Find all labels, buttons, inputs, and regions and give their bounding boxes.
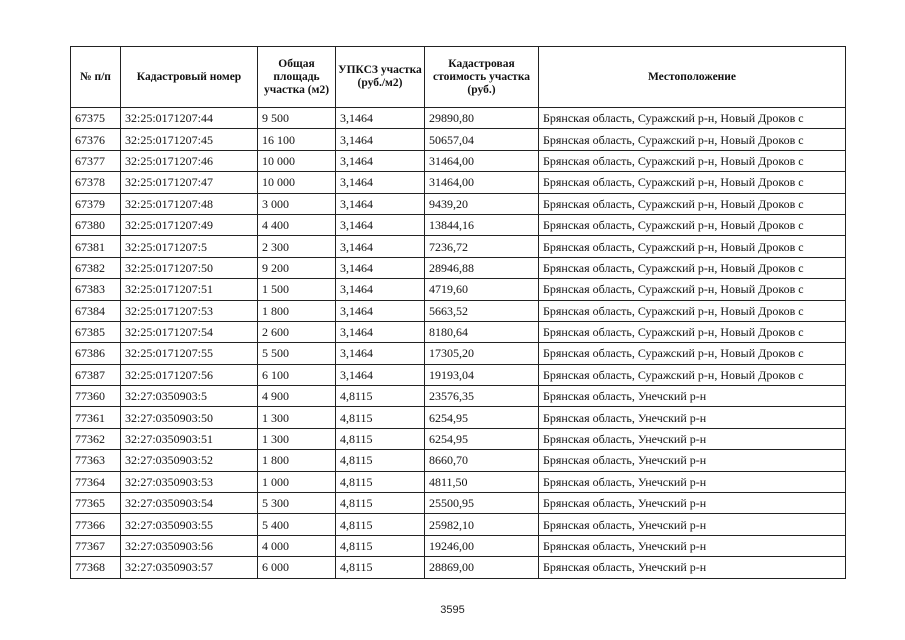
cell-upksz: 3,1464	[336, 150, 425, 171]
cell-location: Брянская область, Суражский р-н, Новый Дроков с	[539, 321, 846, 342]
cell-row-number: 77366	[71, 514, 121, 535]
cell-cadastral-number: 32:25:0171207:44	[121, 108, 258, 129]
cell-cadastral-number: 32:25:0171207:5	[121, 236, 258, 257]
cell-location: Брянская область, Суражский р-н, Новый Дроков с	[539, 150, 846, 171]
cell-upksz: 3,1464	[336, 321, 425, 342]
cell-upksz: 4,8115	[336, 514, 425, 535]
cell-location: Брянская область, Суражский р-н, Новый Дроков с	[539, 343, 846, 364]
cell-location: Брянская область, Суражский р-н, Новый Дроков с	[539, 108, 846, 129]
cell-upksz: 3,1464	[336, 257, 425, 278]
cell-upksz: 4,8115	[336, 493, 425, 514]
cell-location: Брянская область, Унечский р-н	[539, 386, 846, 407]
table-row	[71, 321, 846, 342]
cell-cadastral-number: 32:25:0171207:48	[121, 193, 258, 214]
cell-row-number: 67378	[71, 172, 121, 193]
cell-cadastral-value: 8180,64	[425, 321, 539, 342]
cell-cadastral-number: 32:27:0350903:55	[121, 514, 258, 535]
cell-area: 4 900	[258, 386, 336, 407]
cell-area: 9 500	[258, 108, 336, 129]
cell-cadastral-value: 13844,16	[425, 214, 539, 235]
cell-location: Брянская область, Унечский р-н	[539, 428, 846, 449]
cell-area: 4 400	[258, 214, 336, 235]
table-row	[71, 257, 846, 278]
cell-row-number: 67383	[71, 279, 121, 300]
cell-location: Брянская область, Суражский р-н, Новый Дроков с	[539, 279, 846, 300]
cell-cadastral-value: 25982,10	[425, 514, 539, 535]
page-number: 3595	[440, 604, 465, 616]
table-row	[71, 193, 846, 214]
cell-cadastral-number: 32:25:0171207:56	[121, 364, 258, 385]
cell-upksz: 4,8115	[336, 428, 425, 449]
cell-row-number: 67382	[71, 257, 121, 278]
table-header-row	[71, 47, 846, 108]
cell-area: 6 000	[258, 557, 336, 578]
cell-cadastral-value: 6254,95	[425, 428, 539, 449]
table-row	[71, 428, 846, 449]
cell-row-number: 67380	[71, 214, 121, 235]
table-row	[71, 557, 846, 578]
table-row	[71, 364, 846, 385]
cell-cadastral-value: 28869,00	[425, 557, 539, 578]
cell-location: Брянская область, Унечский р-н	[539, 450, 846, 471]
table-row	[71, 471, 846, 492]
cell-upksz: 4,8115	[336, 535, 425, 556]
cell-area: 5 400	[258, 514, 336, 535]
cell-cadastral-number: 32:25:0171207:53	[121, 300, 258, 321]
cell-location: Брянская область, Унечский р-н	[539, 471, 846, 492]
cell-upksz: 3,1464	[336, 108, 425, 129]
cell-upksz: 3,1464	[336, 236, 425, 257]
cell-location: Брянская область, Унечский р-н	[539, 514, 846, 535]
cell-location: Брянская область, Суражский р-н, Новый Дроков с	[539, 193, 846, 214]
cell-cadastral-value: 8660,70	[425, 450, 539, 471]
cell-area: 2 600	[258, 321, 336, 342]
cell-cadastral-number: 32:25:0171207:51	[121, 279, 258, 300]
cell-cadastral-value: 9439,20	[425, 193, 539, 214]
table-row	[71, 129, 846, 150]
cell-row-number: 67384	[71, 300, 121, 321]
cell-cadastral-number: 32:25:0171207:46	[121, 150, 258, 171]
table-row	[71, 343, 846, 364]
cell-upksz: 3,1464	[336, 129, 425, 150]
header-area: Общая площадь участка (м2)	[258, 47, 336, 108]
cell-area: 1 300	[258, 407, 336, 428]
cell-cadastral-value: 5663,52	[425, 300, 539, 321]
cell-area: 1 800	[258, 450, 336, 471]
cell-upksz: 3,1464	[336, 279, 425, 300]
table-row	[71, 450, 846, 471]
cell-cadastral-value: 31464,00	[425, 150, 539, 171]
header-location: Местоположение	[539, 47, 846, 108]
cell-area: 1 800	[258, 300, 336, 321]
cell-cadastral-number: 32:25:0171207:49	[121, 214, 258, 235]
cell-cadastral-value: 7236,72	[425, 236, 539, 257]
cell-row-number: 77363	[71, 450, 121, 471]
cell-location: Брянская область, Суражский р-н, Новый Дроков с	[539, 172, 846, 193]
cell-cadastral-value: 6254,95	[425, 407, 539, 428]
cell-row-number: 77361	[71, 407, 121, 428]
cell-upksz: 4,8115	[336, 450, 425, 471]
cell-location: Брянская область, Суражский р-н, Новый Дроков с	[539, 236, 846, 257]
cell-location: Брянская область, Суражский р-н, Новый Дроков с	[539, 257, 846, 278]
cell-row-number: 67385	[71, 321, 121, 342]
cell-cadastral-number: 32:25:0171207:55	[121, 343, 258, 364]
cell-area: 3 000	[258, 193, 336, 214]
cell-upksz: 3,1464	[336, 343, 425, 364]
cell-area: 4 000	[258, 535, 336, 556]
cell-row-number: 77367	[71, 535, 121, 556]
cell-row-number: 77362	[71, 428, 121, 449]
header-number: № п/п	[71, 47, 121, 108]
cell-area: 10 000	[258, 172, 336, 193]
cell-cadastral-value: 31464,00	[425, 172, 539, 193]
cell-location: Брянская область, Унечский р-н	[539, 535, 846, 556]
cell-cadastral-number: 32:27:0350903:56	[121, 535, 258, 556]
cell-upksz: 4,8115	[336, 471, 425, 492]
cell-upksz: 4,8115	[336, 557, 425, 578]
cell-cadastral-value: 19246,00	[425, 535, 539, 556]
cell-cadastral-number: 32:25:0171207:54	[121, 321, 258, 342]
header-cadastral-value: Кадастровая стоимость участка (руб.)	[425, 47, 539, 108]
cell-cadastral-number: 32:27:0350903:52	[121, 450, 258, 471]
cell-row-number: 67375	[71, 108, 121, 129]
cell-area: 1 000	[258, 471, 336, 492]
cell-area: 2 300	[258, 236, 336, 257]
table-row	[71, 108, 846, 129]
cell-area: 5 500	[258, 343, 336, 364]
header-cadastral-number: Кадастровый номер	[121, 47, 258, 108]
cell-area: 1 500	[258, 279, 336, 300]
cell-row-number: 67377	[71, 150, 121, 171]
cell-cadastral-value: 29890,80	[425, 108, 539, 129]
cell-area: 16 100	[258, 129, 336, 150]
cell-upksz: 3,1464	[336, 300, 425, 321]
cell-cadastral-value: 25500,95	[425, 493, 539, 514]
cell-upksz: 4,8115	[336, 407, 425, 428]
cell-cadastral-number: 32:27:0350903:51	[121, 428, 258, 449]
cell-cadastral-number: 32:27:0350903:54	[121, 493, 258, 514]
cell-area: 9 200	[258, 257, 336, 278]
cell-area: 5 300	[258, 493, 336, 514]
table-row	[71, 300, 846, 321]
cell-location: Брянская область, Унечский р-н	[539, 493, 846, 514]
cadastral-table	[70, 46, 846, 579]
cell-cadastral-number: 32:27:0350903:5	[121, 386, 258, 407]
cell-upksz: 3,1464	[336, 172, 425, 193]
table-row	[71, 172, 846, 193]
cell-location: Брянская область, Унечский р-н	[539, 407, 846, 428]
header-upksz: УПКСЗ участка (руб./м2)	[336, 47, 425, 108]
cell-cadastral-number: 32:25:0171207:50	[121, 257, 258, 278]
cell-location: Брянская область, Унечский р-н	[539, 557, 846, 578]
cell-location: Брянская область, Суражский р-н, Новый Дроков с	[539, 129, 846, 150]
cell-row-number: 77368	[71, 557, 121, 578]
cell-row-number: 77365	[71, 493, 121, 514]
cell-row-number: 77360	[71, 386, 121, 407]
cell-upksz: 3,1464	[336, 364, 425, 385]
cell-cadastral-value: 28946,88	[425, 257, 539, 278]
cell-row-number: 67386	[71, 343, 121, 364]
cell-cadastral-number: 32:25:0171207:47	[121, 172, 258, 193]
cell-cadastral-number: 32:27:0350903:50	[121, 407, 258, 428]
cell-row-number: 67376	[71, 129, 121, 150]
table-row	[71, 386, 846, 407]
cell-area: 1 300	[258, 428, 336, 449]
cell-cadastral-number: 32:27:0350903:53	[121, 471, 258, 492]
cell-upksz: 3,1464	[336, 193, 425, 214]
table-row	[71, 236, 846, 257]
cell-cadastral-number: 32:25:0171207:45	[121, 129, 258, 150]
cell-cadastral-value: 19193,04	[425, 364, 539, 385]
table-row	[71, 214, 846, 235]
cell-cadastral-value: 4811,50	[425, 471, 539, 492]
cell-cadastral-value: 4719,60	[425, 279, 539, 300]
cell-row-number: 77364	[71, 471, 121, 492]
cell-row-number: 67379	[71, 193, 121, 214]
table-row	[71, 493, 846, 514]
cell-row-number: 67381	[71, 236, 121, 257]
cell-area: 10 000	[258, 150, 336, 171]
cell-upksz: 4,8115	[336, 386, 425, 407]
table-body	[71, 108, 846, 579]
cell-cadastral-value: 17305,20	[425, 343, 539, 364]
table-row	[71, 407, 846, 428]
table-row	[71, 279, 846, 300]
table-row	[71, 535, 846, 556]
cell-cadastral-value: 50657,04	[425, 129, 539, 150]
cell-location: Брянская область, Суражский р-н, Новый Дроков с	[539, 214, 846, 235]
cell-cadastral-value: 23576,35	[425, 386, 539, 407]
cell-location: Брянская область, Суражский р-н, Новый Дроков с	[539, 364, 846, 385]
table-row	[71, 150, 846, 171]
cell-cadastral-number: 32:27:0350903:57	[121, 557, 258, 578]
cell-location: Брянская область, Суражский р-н, Новый Дроков с	[539, 300, 846, 321]
cell-upksz: 3,1464	[336, 214, 425, 235]
cell-row-number: 67387	[71, 364, 121, 385]
cell-area: 6 100	[258, 364, 336, 385]
table-row	[71, 514, 846, 535]
